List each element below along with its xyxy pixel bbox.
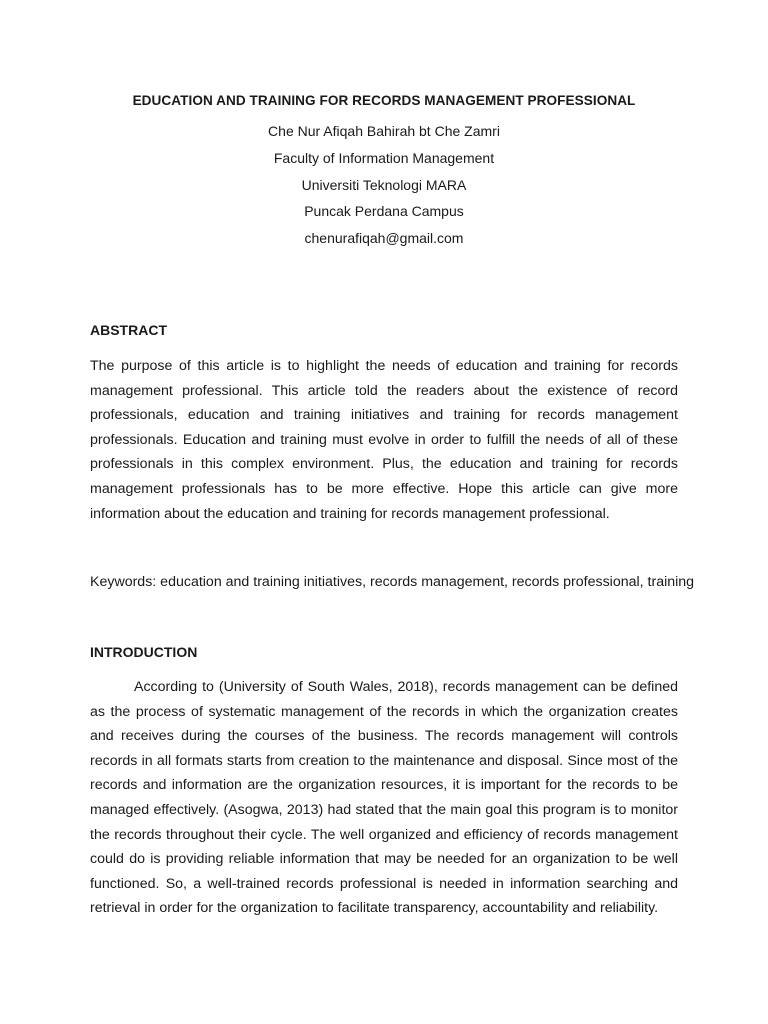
author-faculty: Faculty of Information Management [273,149,495,166]
author-university: Universiti Teknologi MARA [301,176,467,193]
author-campus: Puncak Perdana Campus [304,203,464,220]
author-name: Che Nur Afiqah Bahirah bt Che Zamri [268,123,500,139]
paper-title: EDUCATION AND TRAINING FOR RECORDS MANAGEMENT PROFESSIONAL [132,93,636,108]
introduction-heading: INTRODUCTION [90,644,198,660]
title-block [90,92,678,252]
abstract-paragraph: The purpose of this article is to highlight the needs of education and training for records management professional. This article told the readers about the existence of record professionals, education and training initiatives and training for records management professionals. Education and training must evolve in order to fulfill the needs of all of these professionals in this complex environment. Plus, the education and training for records management professionals has to be more effective. Hope this article can give more information about the education and training for records management professional. [90,358,678,522]
keywords-line: Keywords: education and training initiatives, records management, records professional, training [90,574,695,590]
abstract-heading: ABSTRACT [90,322,167,338]
author-email: chenurafiqah@gmail.com [304,230,464,247]
introduction-paragraph: According to (University of South Wales, 2018), records management can be defined as the process of systematic management of the records in which the organization creates and receives during the courses of the business. The records management will controls records in all formats starts from creation to the maintenance and disposal. Since most of the records and information are the organization resources, it is important for the records to be managed effectively. (Asogwa, 2013) had stated that the main goal this program is to monitor the records throughout their cycle. The well organized and efficiency of records management could do is providing reliable information that may be needed for an organization to be well functioned. So, a well-trained records professional is needed in information searching and retrieval in order for the organization to facilitate transparency, accountability and reliability. [90,679,678,917]
